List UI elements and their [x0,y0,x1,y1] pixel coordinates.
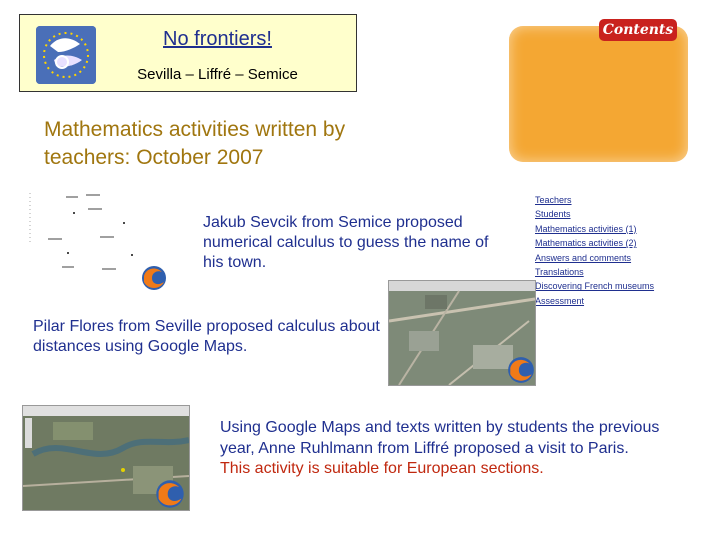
contents-panel [509,26,688,162]
firefox-icon [140,264,168,297]
page-title: Mathematics activities written by teachers: October 2007 [44,118,346,169]
nav-link-teachers[interactable]: Teachers [535,195,572,205]
paris-activity-text [220,418,660,480]
nav-link-assessment[interactable]: Assessment [535,295,585,306]
comenius-logo [36,26,96,84]
nav-link-translations[interactable]: Translations [535,267,584,278]
jakub-activity-text: Jakub Sevcik from Semice proposed numerical calculus to guess the name of his town. [203,214,489,271]
nav-link-math-activities-2[interactable]: Mathematics activities (2) [535,238,637,249]
cities-subtitle: Sevilla – Liffré – Semice [137,66,298,83]
firefox-icon [506,355,536,390]
paris-activity-main: Using Google Maps and texts written by students the previous year, Anne Ruhlmann from Liffré proposed a visit to Paris. [220,419,660,457]
title-link[interactable]: No frontiers! [163,28,272,50]
nav-link-math-activities-1[interactable]: Mathematics activities (1) [535,223,637,234]
pilar-activity-text: Pilar Flores from Seville proposed calculus about distances using Google Maps. [33,318,380,355]
firefox-icon [154,478,186,515]
paris-activity-highlight: This activity is suitable for European sections. [220,460,544,477]
contents-button[interactable]: Contents [599,19,677,41]
nav-link-answers-comments[interactable]: Answers and comments [535,252,632,263]
nav-link-french-museums[interactable]: Discovering French museums [535,281,655,292]
contents-nav [535,193,685,308]
nav-link-students[interactable]: Students [535,209,571,220]
